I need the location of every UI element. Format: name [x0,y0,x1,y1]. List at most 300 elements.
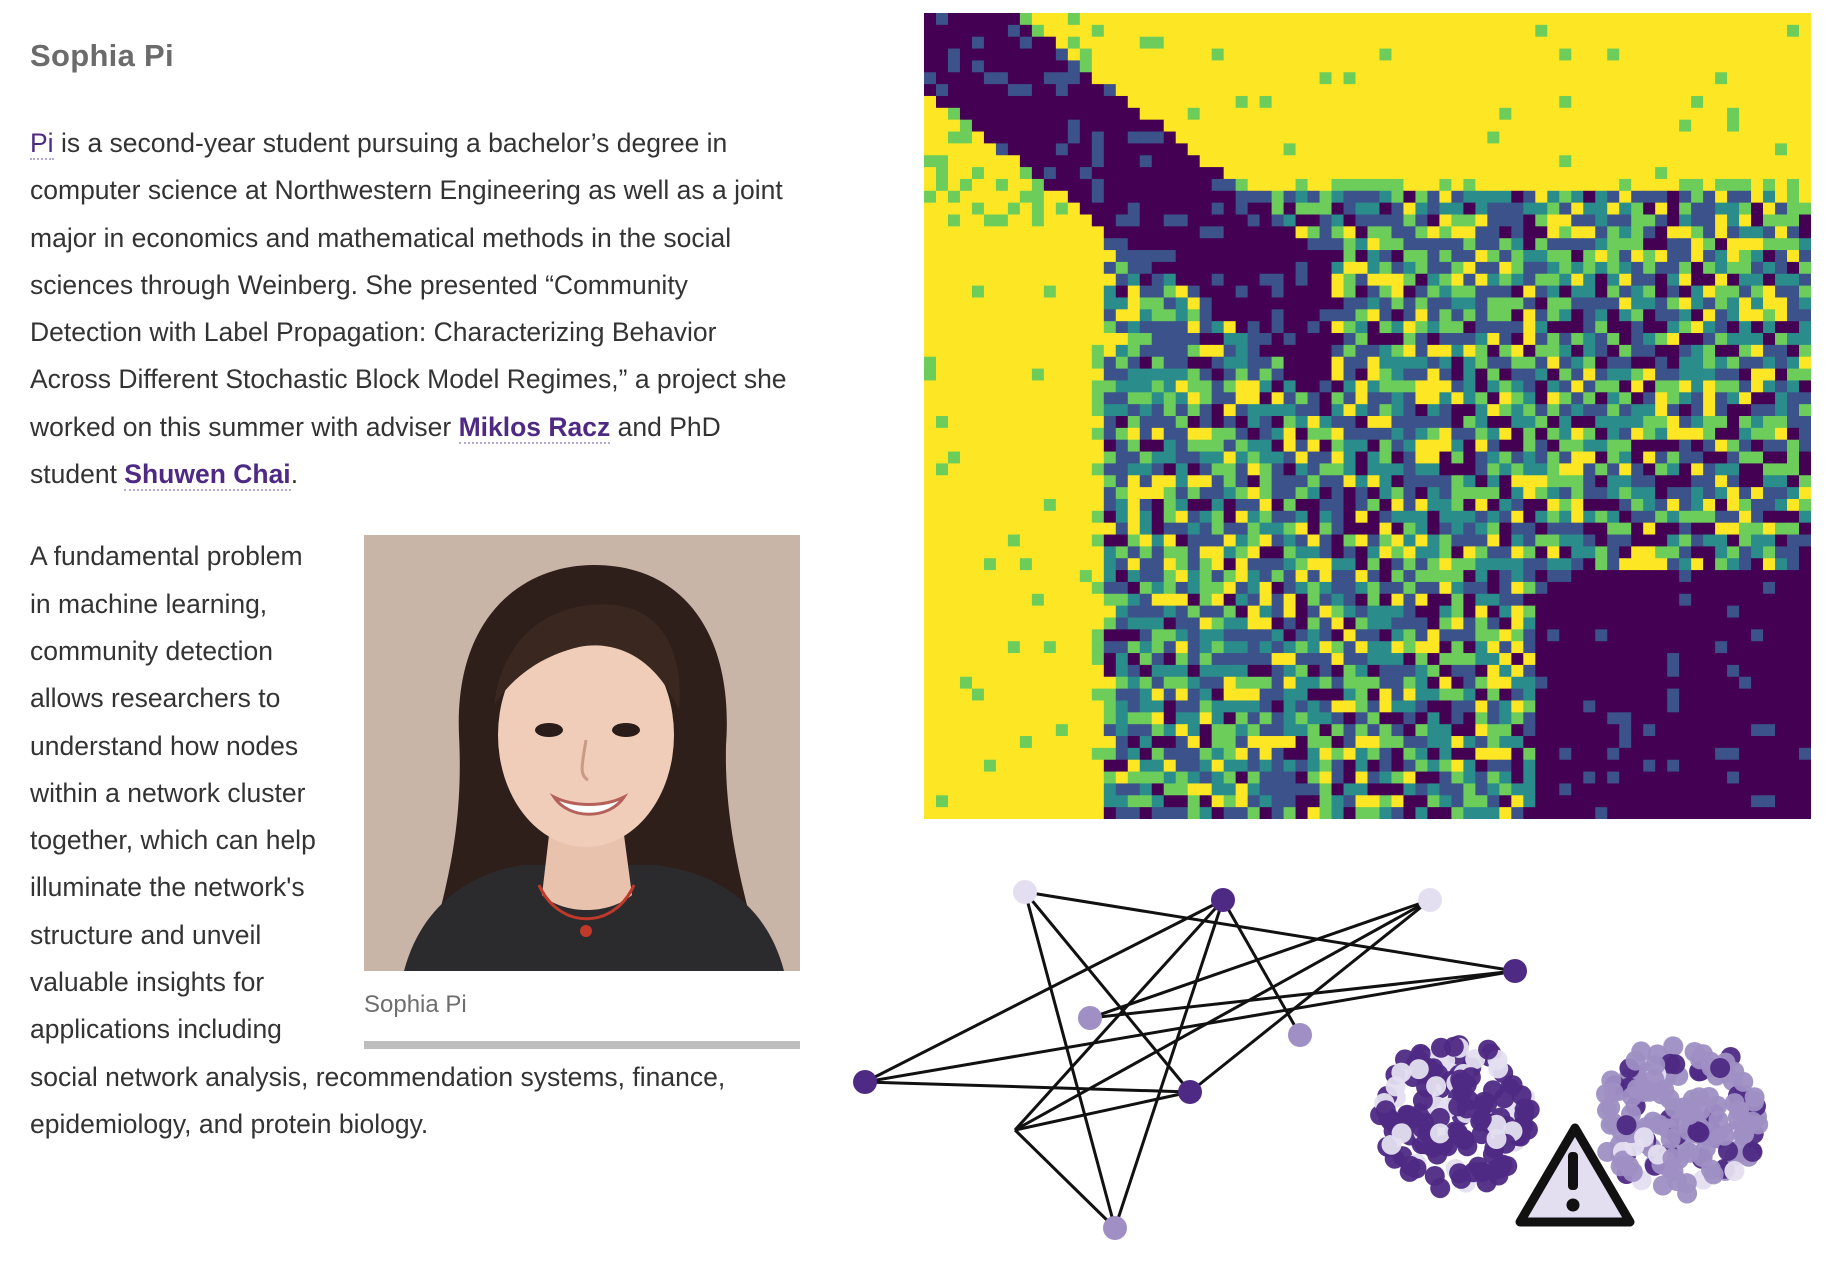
heatmap-cell [1200,155,1213,167]
heatmap-cell [1308,155,1321,167]
heatmap-cell [1727,392,1740,404]
heatmap-cell [1607,167,1620,179]
heatmap-cell [1739,440,1752,452]
heatmap-cell [1775,570,1788,582]
heatmap-cell [1547,155,1560,167]
heatmap-cell [1260,226,1273,238]
heatmap-cell [1068,475,1081,487]
heatmap-cell [1631,13,1644,25]
heatmap-cell [1511,321,1524,333]
heatmap-cell [1595,262,1608,274]
heatmap-cell [1296,712,1309,724]
heatmap-cell [1439,286,1452,298]
body-block [30,533,800,1148]
heatmap-cell [1379,499,1392,511]
heatmap-cell [1583,452,1596,464]
heatmap-cell [1068,629,1081,641]
heatmap-cell [1535,772,1548,784]
heatmap-cell [1260,203,1273,215]
heatmap-cell [1475,37,1488,49]
heatmap-cell [1176,132,1189,144]
heatmap-cell [1571,250,1584,262]
heatmap-cell [1176,523,1189,535]
heatmap-cell [1739,772,1752,784]
heatmap-cell [1128,215,1141,227]
heatmap-cell [1296,570,1309,582]
heatmap-cell [1799,783,1811,795]
heatmap-cell [1739,677,1752,689]
heatmap-cell [1799,132,1811,144]
heatmap-cell [1008,795,1021,807]
heatmap-cell [1176,226,1189,238]
heatmap-cell [1212,558,1225,570]
heatmap-cell [1092,618,1105,630]
heatmap-cell [1092,558,1105,570]
heatmap-cell [1344,677,1357,689]
heatmap-cell [996,215,1009,227]
heatmap-cell [1655,49,1668,61]
heatmap-cell [1727,748,1740,760]
heatmap-cell [1080,440,1093,452]
heatmap-cell [1272,535,1285,547]
heatmap-cell [1439,203,1452,215]
heatmap-cell [984,286,997,298]
heatmap-cell [1356,120,1369,132]
heatmap-cell [1379,333,1392,345]
heatmap-cell [1332,428,1345,440]
heatmap-cell [1248,250,1261,262]
heatmap-cell [1104,380,1117,392]
heatmap-cell [1523,108,1536,120]
heatmap-cell [936,724,949,736]
heatmap-cell [1787,440,1800,452]
heatmap-cell [1607,108,1620,120]
heatmap-cell [1176,535,1189,547]
heatmap-cell [1787,535,1800,547]
heatmap-cell [1260,155,1273,167]
heatmap-cell [1775,380,1788,392]
heatmap-cell [1799,463,1811,475]
heatmap-cell [1727,712,1740,724]
heatmap-cell [1583,226,1596,238]
heatmap-cell [936,452,949,464]
heatmap-cell [1020,238,1033,250]
heatmap-cell [1787,274,1800,286]
heatmap-cell [1020,357,1033,369]
heatmap-cell [1499,700,1512,712]
heatmap-cell [1248,404,1261,416]
heatmap-cell [1272,262,1285,274]
heatmap-cell [1044,108,1057,120]
heatmap-cell [1152,132,1165,144]
heatmap-cell [1080,309,1093,321]
heatmap-cell [1583,677,1596,689]
heatmap-cell [1691,689,1704,701]
heatmap-cell [1787,629,1800,641]
heatmap-cell [1140,96,1153,108]
heatmap-cell [1020,37,1033,49]
heatmap-cell [1775,49,1788,61]
heatmap-cell [1427,226,1440,238]
heatmap-cell [1044,250,1057,262]
heatmap-cell [1020,570,1033,582]
heatmap-cell [1200,594,1213,606]
heatmap-cell [1248,463,1261,475]
heatmap-cell [1308,132,1321,144]
heatmap-cell [1032,274,1045,286]
heatmap-cell [1320,345,1333,357]
heatmap-cell [1224,724,1237,736]
heatmap-cell [1356,404,1369,416]
heatmap-cell [1451,463,1464,475]
heatmap-cell [1763,653,1776,665]
heatmap-cell [1787,357,1800,369]
heatmap-cell [1164,286,1177,298]
heatmap-cell [1415,333,1428,345]
heatmap-cell [1691,511,1704,523]
heatmap-cell [1212,416,1225,428]
heatmap-cell [1475,357,1488,369]
heatmap-cell [1655,203,1668,215]
heatmap-cell [1128,783,1141,795]
heatmap-cell [1116,49,1129,61]
heatmap-cell [1320,606,1333,618]
heatmap-cell [1523,297,1536,309]
heatmap-cell [1236,108,1249,120]
heatmap-cell [1595,629,1608,641]
heatmap-cell [996,629,1009,641]
heatmap-cell [1284,274,1297,286]
heatmap-cell [1128,499,1141,511]
heatmap-cell [1511,736,1524,748]
heatmap-cell [1583,84,1596,96]
heatmap-cell [1164,653,1177,665]
heatmap-cell [1583,380,1596,392]
intro-text-2: and PhD student [30,411,721,490]
heatmap-cell [1248,546,1261,558]
heatmap-cell [1152,60,1165,72]
heatmap-cell [1200,215,1213,227]
heatmap-cell [996,380,1009,392]
heatmap-cell [972,428,985,440]
heatmap-cell [1403,428,1416,440]
heatmap-cell [1212,487,1225,499]
heatmap-cell [1152,143,1165,155]
heatmap-cell [1523,120,1536,132]
heatmap-cell [1308,487,1321,499]
heatmap-cell [1439,13,1452,25]
heatmap-cell [1691,629,1704,641]
heatmap-cell [1463,772,1476,784]
heatmap-cell [1739,25,1752,37]
heatmap-cell [1008,215,1021,227]
heatmap-cell [1044,653,1057,665]
heatmap-cell [1152,428,1165,440]
heatmap-cell [1320,96,1333,108]
heatmap-cell [1655,380,1668,392]
heatmap-cell [1116,772,1129,784]
heatmap-cell [1176,191,1189,203]
heatmap-cell [1463,286,1476,298]
heatmap-cell [1224,783,1237,795]
heatmap-cell [1655,475,1668,487]
heatmap-cell [1763,250,1776,262]
heatmap-cell [1727,570,1740,582]
heatmap-cell [1439,392,1452,404]
heatmap-cell [1368,795,1381,807]
heatmap-cell [1547,594,1560,606]
heatmap-cell [1427,629,1440,641]
heatmap-cell [1272,321,1285,333]
heatmap-cell [1499,238,1512,250]
heatmap-cell [1451,783,1464,795]
heatmap-cell [1463,523,1476,535]
heatmap-cell [1763,475,1776,487]
heatmap-cell [1188,250,1201,262]
heatmap-cell [1751,215,1764,227]
heatmap-cell [1344,84,1357,96]
heatmap-cell [924,238,937,250]
heatmap-cell [1559,535,1572,547]
heatmap-cell [1679,37,1692,49]
heatmap-cell [1296,416,1309,428]
heatmap-cell [1415,736,1428,748]
adviser-link[interactable]: Miklos Racz [458,411,611,442]
heatmap-cell [1020,618,1033,630]
heatmap-cell [1379,179,1392,191]
heatmap-cell [1463,215,1476,227]
heatmap-cell [1224,380,1237,392]
heatmap-cell [936,475,949,487]
heatmap-cell [1356,700,1369,712]
heatmap-cell [1092,712,1105,724]
heatmap-cell [1080,700,1093,712]
heatmap-cell [1092,689,1105,701]
heatmap-cell [1128,748,1141,760]
heatmap-cell [1176,689,1189,701]
heatmap-cell [984,570,997,582]
heatmap-cell [1751,155,1764,167]
heatmap-cell [1607,25,1620,37]
heatmap-cell [1296,748,1309,760]
heatmap-cell [1272,404,1285,416]
heatmap-cell [1224,416,1237,428]
heatmap-cell [1391,333,1404,345]
student-link[interactable]: Shuwen Chai [124,459,291,490]
heatmap-cell [936,250,949,262]
heatmap-cell [1715,594,1728,606]
heatmap-cell [1583,167,1596,179]
heatmap-cell [1056,309,1069,321]
heatmap-cell [1415,499,1428,511]
heatmap-cell [936,606,949,618]
heatmap-cell [1284,582,1297,594]
heatmap-cell [1236,132,1249,144]
heatmap-cell [1763,37,1776,49]
heatmap-cell [1523,132,1536,144]
heatmap-cell [1152,760,1165,772]
heatmap-cell [1104,250,1117,262]
heatmap-cell [1224,772,1237,784]
heatmap-cell [1356,606,1369,618]
heatmap-cell [1056,297,1069,309]
heatmap-cell [1188,653,1201,665]
heatmap-cell [1643,689,1656,701]
heatmap-cell [1368,689,1381,701]
heatmap-cell [1499,511,1512,523]
heatmap-cell [1427,274,1440,286]
heatmap-cell [1499,37,1512,49]
heatmap-cell [1080,155,1093,167]
heatmap-cell [1415,108,1428,120]
heatmap-cell [1571,535,1584,547]
heatmap-cell [1439,191,1452,203]
heatmap-cell [1044,606,1057,618]
heatmap-cell [1583,487,1596,499]
heatmap-cell [1128,546,1141,558]
heatmap-cell [1056,618,1069,630]
heatmap-cell [1320,570,1333,582]
heatmap-cell [1751,72,1764,84]
heatmap-cell [960,618,973,630]
heatmap-cell [1116,238,1129,250]
heatmap-cell [1320,25,1333,37]
heatmap-cell [1368,404,1381,416]
heatmap-cell [1535,380,1548,392]
heatmap-cell [1152,772,1165,784]
heatmap-cell [1583,357,1596,369]
heatmap-cell [1427,535,1440,547]
heatmap-cell [1320,37,1333,49]
heatmap-cell [1475,380,1488,392]
heatmap-cell [1332,297,1345,309]
heatmap-cell [1799,37,1811,49]
heatmap-cell [1248,132,1261,144]
heatmap-cell [1320,226,1333,238]
heatmap-cell [1439,736,1452,748]
heatmap-cell [1487,321,1500,333]
heatmap-cell [1176,772,1189,784]
heatmap-cell [960,250,973,262]
heatmap-cell [984,795,997,807]
heatmap-cell [1176,416,1189,428]
heatmap-cell [972,226,985,238]
heatmap-cell [1487,238,1500,250]
heatmap-cell [1164,546,1177,558]
heatmap-cell [996,511,1009,523]
heatmap-cell [1787,463,1800,475]
heatmap-cell [996,404,1009,416]
heatmap-cell [1248,369,1261,381]
heatmap-cell [1332,238,1345,250]
heatmap-cell [1020,795,1033,807]
heatmap-cell [1511,570,1524,582]
heatmap-cell [1535,155,1548,167]
heatmap-cell [1224,120,1237,132]
heatmap-cell [1487,499,1500,511]
heatmap-cell [1164,96,1177,108]
heatmap-cell [1427,215,1440,227]
heatmap-cell [1128,641,1141,653]
heatmap-cell [1523,357,1536,369]
heatmap-cell [1056,369,1069,381]
heatmap-cell [1439,487,1452,499]
heatmap-cell [1643,143,1656,155]
heatmap-cell [1643,677,1656,689]
heatmap-cell [1068,452,1081,464]
heatmap-cell [936,297,949,309]
name-link[interactable]: Pi [30,128,54,158]
heatmap-cell [1296,511,1309,523]
heatmap-cell [948,191,961,203]
heatmap-cell [1787,760,1800,772]
heatmap-cell [1463,37,1476,49]
heatmap-cell [1403,440,1416,452]
heatmap-cell [1727,452,1740,464]
heatmap-cell [1379,72,1392,84]
heatmap-cell [1272,712,1285,724]
heatmap-cell [1248,416,1261,428]
heatmap-cell [1260,689,1273,701]
heatmap-cell [1080,807,1093,819]
heatmap-cell [1787,392,1800,404]
heatmap-cell [1188,463,1201,475]
heatmap-cell [1775,84,1788,96]
heatmap-cell [1415,653,1428,665]
heatmap-cell [1284,783,1297,795]
heatmap-cell [1248,143,1261,155]
heatmap-cell [1763,760,1776,772]
heatmap-cell [1463,748,1476,760]
heatmap-cell [936,13,949,25]
heatmap-cell [984,167,997,179]
heatmap-cell [1679,357,1692,369]
heatmap-cell [1344,475,1357,487]
heatmap-cell [1571,795,1584,807]
heatmap-cell [1787,25,1800,37]
heatmap-cell [936,309,949,321]
heatmap-cell [1260,440,1273,452]
heatmap-cell [1511,452,1524,464]
heatmap-cell [1116,677,1129,689]
heatmap-cell [1547,286,1560,298]
heatmap-cell [1487,96,1500,108]
heatmap-cell [1056,677,1069,689]
heatmap-cell [1092,404,1105,416]
heatmap-cell [1008,546,1021,558]
heatmap-cell [1308,215,1321,227]
heatmap-cell [1092,215,1105,227]
heatmap-cell [1607,262,1620,274]
heatmap-cell [1068,380,1081,392]
heatmap-cell [1032,404,1045,416]
heatmap-cell [1116,724,1129,736]
heatmap-cell [1799,297,1811,309]
heatmap-cell [1655,523,1668,535]
heatmap-cell [1439,309,1452,321]
heatmap-cell [1320,535,1333,547]
heatmap-cell [1032,546,1045,558]
heatmap-cell [1092,108,1105,120]
heatmap-cell [1284,250,1297,262]
heatmap-cell [1104,594,1117,606]
heatmap-cell [1176,546,1189,558]
heatmap-cell [1619,712,1632,724]
heatmap-cell [1092,452,1105,464]
heatmap-cell [1487,677,1500,689]
heatmap-cell [1739,535,1752,547]
heatmap-cell [1775,132,1788,144]
